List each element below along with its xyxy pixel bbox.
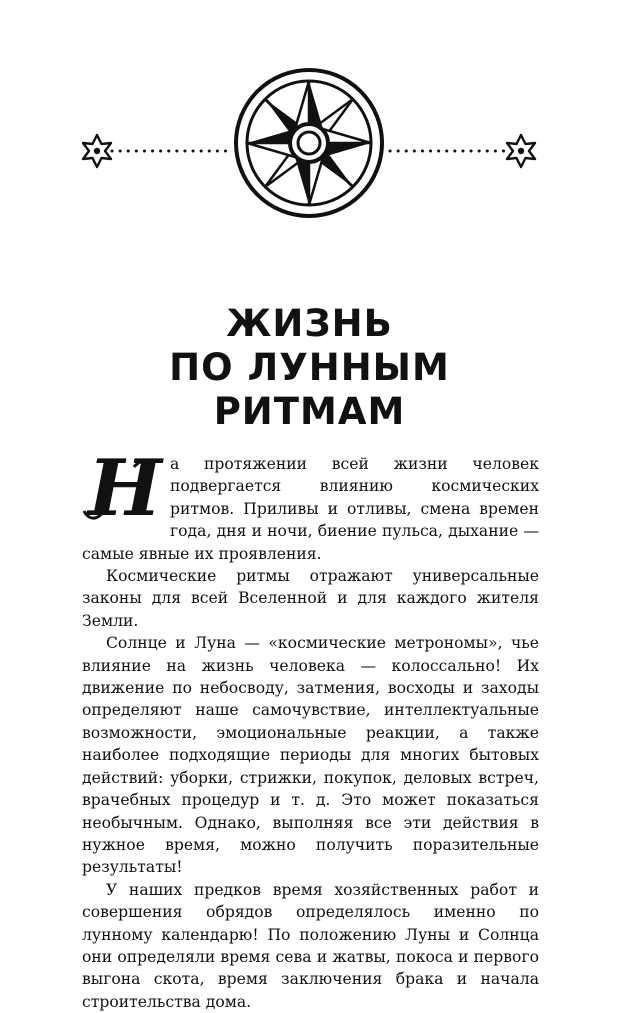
star-icon [507,135,535,167]
paragraph-3: Солнце и Луна — «космические метрономы», чье влияние на жизнь человека — колоссально! Их движение по небосводу, затмения, восходы и заходы определяют наше самочувствие, интеллектуальные возможности, эмоциональные реакции, а также наиболее подходящие периоды для многих бытовых действий: уборки, стрижки, покупок, деловых встреч, врачебных процедур и т. д. Это может показаться необычным. Однако, выполняя все эти действия в нужное время, можно получить поразительные результаты! [82,634,539,877]
paragraph-1-text: а протяжении всей жизни человек подвергается влиянию космических ритмов. Приливы и отливы, смена времен года, дня и ночи, биение пульса, дыхание — самые явные их проявления. [82,455,539,563]
chapter-title [0,302,619,434]
compass-rose-icon [236,70,382,216]
title-line-1: ЖИЗНЬ [226,302,393,345]
title-line-2: ПО ЛУННЫМ [169,346,450,389]
title-line-3: РИТМАМ [213,390,406,433]
paragraph-4: У наших предков время хозяйственных работ и совершения обрядов определялось именно по лунному календарю! По положению Луны и Солнца они определяли время сева и жатвы, покоса и первого выгона скота, время заключения брака и начала строительства дома. [82,880,539,1011]
star-icon [83,135,111,167]
drop-cap-glyph [80,453,164,525]
body-text [82,453,539,1013]
paragraph-2: Космические ритмы отражают универсальные законы для всей Вселенной и для каждого жителя Земли. [82,567,539,630]
svg-text:Н: Н [88,453,162,525]
header-ornament [0,0,619,260]
paragraph-1 [82,453,539,565]
drop-cap [80,453,164,525]
